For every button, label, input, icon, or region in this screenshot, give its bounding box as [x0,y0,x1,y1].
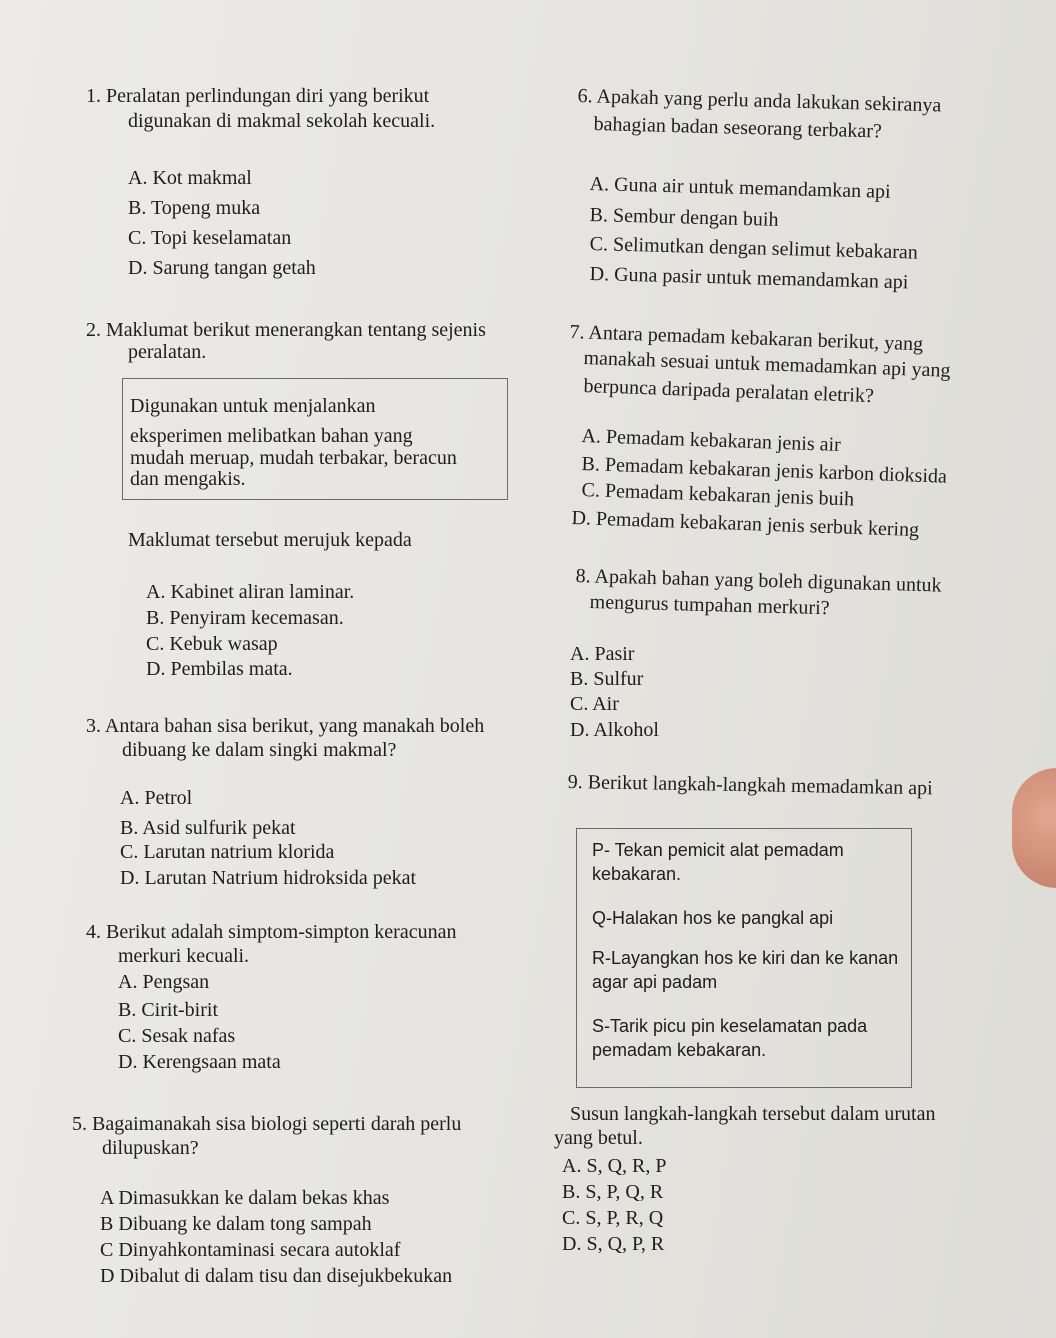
answer-option: D. Guna pasir untuk memandamkan api [589,262,909,294]
question-stem: mengurus tumpahan merkuri? [589,590,830,620]
question-stem: digunakan di makmal sekolah kecuali. [128,110,436,132]
answer-option: D. Pembilas mata. [146,658,293,680]
question-stem: bahagian badan seseorang terbakar? [593,112,883,143]
answer-option: A. Petrol [120,787,193,809]
answer-option: B. Cirit-birit [118,999,218,1021]
answer-option: D. Larutan Natrium hidroksida pekat [120,867,417,889]
answer-option: C. S, P, R, Q [562,1207,664,1229]
answer-option: C Dinyahkontaminasi secara autoklaf [100,1239,401,1261]
answer-option: D. Sarung tangan getah [128,257,316,279]
answer-option: C. Air [570,693,619,715]
question-stem: manakah sesuai untuk memadamkan api yang [583,346,951,382]
answer-option: D. Pemadam kebakaran jenis serbuk kering [571,506,920,542]
question-stem: dibuang ke dalam singki makmal? [122,739,397,761]
question-stem: 2. Maklumat berikut menerangkan tentang sejenis [86,319,486,341]
answer-option: B. Penyiram kecemasan. [146,607,344,629]
info-box-line: dan mengakis. [130,468,246,490]
answer-option: D. Alkohol [570,719,659,741]
answer-option: A Dimasukkan ke dalam bekas khas [100,1187,390,1209]
question-followup: Maklumat tersebut merujuk kepada [128,529,412,551]
answer-option: B Dibuang ke dalam tong sampah [100,1213,372,1235]
question-stem: dilupuskan? [102,1137,199,1159]
steps-box-line: kebakaran. [592,864,682,884]
answer-option: B. Asid sulfurik pekat [120,817,296,839]
steps-box-line: S-Tarik picu pin keselamatan pada [592,1016,868,1036]
answer-option: A. Kabinet aliran laminar. [146,581,355,603]
info-box-line: mudah meruap, mudah terbakar, beracun [130,447,457,469]
question-stem: 3. Antara bahan sisa berikut, yang manakah boleh [86,715,485,737]
answer-option: A. Guna air untuk memandamkan api [589,172,891,203]
question-stem: berpunca daripada peralatan eletrik? [583,374,875,408]
answer-option: C. Sesak nafas [118,1025,236,1047]
question-stem: 9. Berikut langkah-langkah memadamkan api [567,770,933,800]
steps-box-line: agar api padam [592,972,718,992]
answer-option: A. Kot makmal [128,167,252,189]
answer-option: C. Kebuk wasap [146,633,278,655]
answer-option: B. Sulfur [570,668,644,690]
info-box-line: eksperimen melibatkan bahan yang [130,425,413,447]
answer-option: C. Selimutkan dengan selimut kebakaran [589,232,919,264]
answer-option: D Dibalut di dalam tisu dan disejukbekukan [100,1265,453,1287]
answer-option: D. S, Q, P, R [562,1233,665,1255]
question-stem: merkuri kecuali. [118,945,250,967]
answer-option: A. S, Q, R, P [562,1155,667,1177]
answer-option: A. Pengsan [118,971,210,993]
question-stem: 1. Peralatan perlindungan diri yang berikut [86,85,430,107]
question-stem: 4. Berikut adalah simptom-simpton keracunan [86,921,457,943]
answer-option: A. Pasir [570,643,635,665]
answer-option: C. Pemadam kebakaran jenis buih [581,478,855,511]
question-stem: 6. Apakah yang perlu anda lakukan sekiranya [577,84,942,117]
answer-option: D. Kerengsaan mata [118,1051,281,1073]
answer-option: B. S, P, Q, R [562,1181,664,1203]
question-stem: 5. Bagaimanakah sisa biologi seperti darah perlu [72,1113,462,1135]
answer-option: B. Topeng muka [128,197,261,219]
answer-option: B. Sembur dengan buih [589,203,779,231]
finger-photo-artifact [1012,768,1056,888]
steps-box-line: pemadam kebakaran. [592,1040,767,1060]
question-followup: yang betul. [554,1127,643,1149]
answer-option: C. Topi keselamatan [128,227,292,249]
answer-option: A. Pemadam kebakaran jenis air [581,424,842,457]
question-stem: 7. Antara pemadam kebakaran berikut, yang [569,320,924,356]
steps-box-line: R-Layangkan hos ke kiri dan ke kanan [592,948,899,968]
question-stem: peralatan. [128,341,207,363]
steps-box-line: P- Tekan pemicit alat pemadam [592,840,844,860]
steps-box-line: Q-Halakan hos ke pangkal api [592,908,834,928]
answer-option: C. Larutan natrium klorida [120,841,335,863]
info-box-line: Digunakan untuk menjalankan [130,395,376,417]
question-stem: 8. Apakah bahan yang boleh digunakan untuk [575,564,942,597]
question-followup: Susun langkah-langkah tersebut dalam urutan [570,1103,936,1125]
answer-option: B. Pemadam kebakaran jenis karbon dioksida [581,452,948,488]
